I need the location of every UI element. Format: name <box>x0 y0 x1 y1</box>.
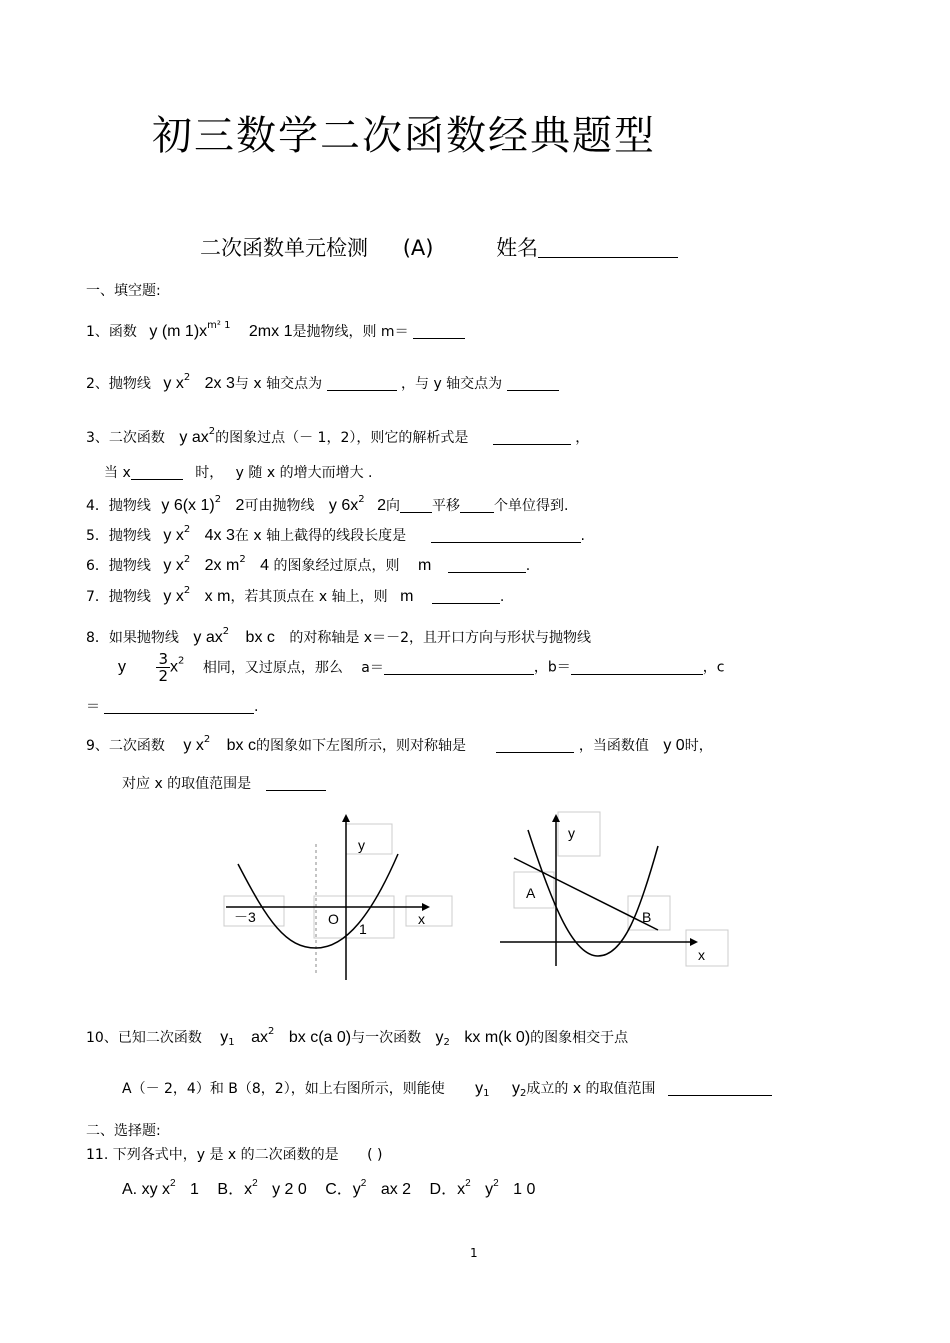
q4-blank-units[interactable] <box>460 498 494 513</box>
q3-line2-c: y 随 x 的增大而增大 . <box>235 465 373 481</box>
q2-text1: 与 x 轴交点为 <box>234 376 323 392</box>
q6-blank[interactable] <box>448 558 526 573</box>
question-11 <box>86 1144 382 1164</box>
q8-dot: . <box>254 699 259 715</box>
q9-text3: 时， <box>684 738 713 754</box>
q8-blank-a[interactable] <box>384 660 534 675</box>
q10-number: 10、已知二次函数 <box>86 1030 202 1046</box>
q8-number: 8．如果抛物线 <box>86 630 179 646</box>
q7-text1: ，若其顶点在 x 轴上，则 <box>230 589 388 605</box>
q10-y1b: y <box>475 1080 484 1097</box>
q11-a-sup: 2 <box>170 1178 176 1189</box>
q6-math: y x <box>163 557 184 574</box>
q2-text2: ，与 y 轴交点为 <box>401 376 503 392</box>
q8-frac-den: 2 <box>158 667 168 685</box>
q3-line2-a: 当 x <box>104 465 131 481</box>
graph-left-x-arrow <box>422 903 430 911</box>
q3-text1: 的图象过点（－ 1，2），则它的解析式是 <box>215 430 469 446</box>
q7-blank[interactable] <box>432 589 500 604</box>
question-6 <box>86 554 530 575</box>
q9-line2: 对应 x 的取值范围是 <box>122 776 252 792</box>
q6-math2: 2x m <box>204 557 240 574</box>
q11-option-c[interactable] <box>325 1178 412 1198</box>
q11-d-sup: 2 <box>465 1178 471 1189</box>
q7-dot: . <box>499 589 505 605</box>
q10-text1: 与一次函数 <box>351 1030 422 1046</box>
q8-eq: ＝ <box>86 699 100 715</box>
q4-number: 4．抛物线 <box>86 498 151 514</box>
q9-sup: 2 <box>203 734 211 745</box>
q11-option-d[interactable] <box>429 1178 536 1198</box>
q7-math: y x <box>163 588 184 605</box>
q6-math4: m <box>417 557 432 574</box>
q11-d-sup2: 2 <box>493 1178 499 1189</box>
graph-left-neg3-label: －3 <box>234 909 256 925</box>
graph-right-y-label: y <box>568 825 575 841</box>
q1-math: y (m 1)x <box>149 323 208 340</box>
q11-option-b[interactable] <box>217 1178 307 1198</box>
q8-frac-num: 3 <box>158 650 168 668</box>
q8-blank-c[interactable] <box>104 699 254 714</box>
q5-text1: 在 x 轴上截得的线段长度是 <box>234 528 407 544</box>
q2-number: 2、抛物线 <box>86 376 151 392</box>
q1-math2: 2mx 1 <box>248 323 293 340</box>
q11-c2-text: ax 2 <box>380 1181 412 1198</box>
q8-fraction <box>156 651 170 684</box>
q1-exponent: m² 1 <box>207 320 231 331</box>
q10-sub2: 2 <box>443 1037 450 1048</box>
q4-math: y 6(x 1) <box>161 497 215 514</box>
q7-math2: x m <box>204 588 231 605</box>
section-choice-heading: 二、选择题: <box>86 1123 161 1139</box>
q4-blank-direction[interactable] <box>400 498 432 513</box>
q10-sub1b: 1 <box>483 1088 490 1099</box>
q8-xsq: x <box>170 658 178 676</box>
q10-y1: y <box>220 1029 229 1046</box>
q4-math2: 2 <box>235 497 245 514</box>
q6-sup: 2 <box>183 554 191 565</box>
q10-sup: 2 <box>268 1026 275 1037</box>
graph-left-y-label: y <box>358 837 365 853</box>
q10-math: ax <box>251 1029 269 1046</box>
q4-text2: 向 <box>385 498 400 514</box>
q10-sub1: 1 <box>228 1037 235 1048</box>
q8-math: y ax <box>193 629 223 646</box>
subtitle <box>200 232 678 262</box>
q6-number: 6．抛物线 <box>86 558 151 574</box>
question-9 <box>86 734 713 755</box>
q6-math3: 4 <box>260 557 270 574</box>
q11-d2-text: y <box>485 1181 494 1198</box>
q4-text4: 个单位得到. <box>493 498 569 514</box>
section-fill-in-heading: 一、填空题: <box>86 283 161 299</box>
q4-sup: 2 <box>214 494 222 505</box>
q9-blank-range[interactable] <box>266 776 326 791</box>
q9-math: y x <box>183 737 204 754</box>
q7-math3: m <box>400 588 414 605</box>
q10-y2: y <box>435 1029 444 1046</box>
q8-b-label: ，b＝ <box>533 659 571 676</box>
question-9-line2 <box>122 773 326 793</box>
q11-stem: 11. 下列各式中，y 是 x 的二次函数的是 <box>86 1147 339 1163</box>
graph-right-parabola <box>528 830 658 956</box>
question-4 <box>86 494 568 515</box>
q1-blank[interactable] <box>413 324 465 339</box>
q8-sup: 2 <box>222 626 230 637</box>
q3-line2-b: 时， <box>195 465 224 481</box>
q11-b2-text: y 2 0 <box>272 1181 307 1198</box>
q9-math3: y 0 <box>663 737 685 754</box>
graph-right-a-label: A <box>526 885 536 901</box>
q9-blank-axis[interactable] <box>496 738 574 753</box>
q3-sup: 2 <box>208 426 216 437</box>
q7-number: 7．抛物线 <box>86 589 151 605</box>
q10-text2: 的图象相交于点 <box>530 1030 629 1046</box>
question-3 <box>86 426 589 447</box>
q6-sup2: 2 <box>239 554 246 565</box>
graph-left-parabola <box>238 854 398 948</box>
q8-text2: 相同，又过原点，那么 <box>202 659 343 676</box>
q11-a-text: A. xy x <box>122 1181 171 1198</box>
page-title: 初三数学二次函数经典题型 <box>152 113 656 159</box>
q4-text3: 平移 <box>431 498 460 514</box>
q8-sup3: 2 <box>178 655 185 667</box>
q11-answer-paren[interactable]: ( ) <box>367 1147 383 1163</box>
q11-c-sup: 2 <box>360 1178 367 1189</box>
q9-math2: bx c <box>226 737 256 754</box>
q3-blank-1[interactable] <box>493 430 571 445</box>
graph-left-one-label: 1 <box>359 921 367 937</box>
q5-math2: 4x 3 <box>204 527 235 544</box>
question-8-line3 <box>86 696 258 716</box>
q8-math2: bx c <box>245 629 275 646</box>
graph-left <box>222 810 458 982</box>
q2-math: y x <box>163 375 184 392</box>
subtitle-variant: (A) <box>402 236 434 260</box>
graph-right-line <box>514 858 658 930</box>
graph-right <box>494 810 734 970</box>
question-3-line2 <box>104 462 372 482</box>
q10-line2: A（－ 2，4）和 B（8，2），如上右图所示，则能使 <box>122 1081 445 1097</box>
q3-number: 3、二次函数 <box>86 430 165 446</box>
q5-dot: . <box>580 528 585 544</box>
graph-left-y-arrow <box>342 814 350 822</box>
q10-math3: kx m(k 0) <box>464 1029 531 1046</box>
q11-c-text: C．y <box>325 1181 361 1198</box>
q4-sup2: 2 <box>358 494 365 505</box>
question-10 <box>86 1026 628 1048</box>
q10-sub2b: 2 <box>520 1088 527 1099</box>
subtitle-text: 二次函数单元检测 <box>200 236 368 260</box>
page-number: 1 <box>470 1246 478 1260</box>
name-label: 姓名 <box>496 236 539 260</box>
q5-number: 5．抛物线 <box>86 528 151 544</box>
question-8 <box>86 626 591 647</box>
question-7 <box>86 585 504 606</box>
q4-math3: y 6x <box>328 497 359 514</box>
q11-b-text: B．x <box>217 1181 253 1198</box>
q2-blank-x[interactable] <box>327 376 397 391</box>
graph-right-x-label: x <box>698 947 705 963</box>
q4-text1: 可由抛物线 <box>244 498 315 514</box>
graph-left-origin-label: O <box>328 911 339 927</box>
question-8-line2 <box>118 651 724 684</box>
q8-text1: 的对称轴是 x＝－2，且开口方向与形状与抛物线 <box>289 630 591 646</box>
q9-number: 9、二次函数 <box>86 738 165 754</box>
q9-text1: 的图象如下左图所示，则对称轴是 <box>256 738 466 754</box>
graph-left-x-label: x <box>418 911 425 927</box>
q10-blank[interactable] <box>668 1081 772 1096</box>
q11-b-sup: 2 <box>252 1178 258 1189</box>
question-10-line2 <box>122 1078 772 1099</box>
q2-sup: 2 <box>183 372 191 383</box>
q1-text: 是抛物线，则 m＝ <box>292 324 409 340</box>
graph-right-x-arrow <box>690 938 698 946</box>
q3-comma: ， <box>575 430 590 446</box>
q11-d3-text: 1 0 <box>513 1181 536 1198</box>
q5-blank[interactable] <box>431 528 581 543</box>
graph-right-y-arrow <box>552 814 560 822</box>
q5-sup: 2 <box>183 524 191 535</box>
q10-math2: bx c(a 0) <box>288 1029 352 1046</box>
q7-sup: 2 <box>183 585 191 596</box>
q5-math: y x <box>163 527 184 544</box>
q3-blank-2[interactable] <box>131 465 183 480</box>
question-11-options <box>122 1176 535 1199</box>
question-1 <box>86 320 465 341</box>
q6-text1: 的图象经过原点，则 <box>273 558 400 574</box>
q8-c-label: ，c <box>702 659 725 676</box>
q11-d-text: D．x <box>429 1181 466 1198</box>
q4-math4: 2 <box>377 497 386 514</box>
q11-a2-text: 1 <box>190 1181 199 1198</box>
q6-dot: . <box>525 558 531 574</box>
q2-blank-y[interactable] <box>507 376 559 391</box>
question-5 <box>86 524 585 545</box>
name-blank[interactable] <box>538 237 678 258</box>
question-2 <box>86 372 559 393</box>
q2-math2: 2x 3 <box>204 375 235 392</box>
q11-option-a[interactable] <box>122 1178 199 1198</box>
q8-a-label: a＝ <box>361 659 384 676</box>
q1-number: 1、函数 <box>86 324 137 340</box>
q3-math: y ax <box>179 429 209 446</box>
q8-blank-b[interactable] <box>571 660 703 675</box>
q8-y: y <box>118 658 126 676</box>
q9-text2: ，当函数值 <box>578 738 649 754</box>
q10-y2b: y <box>512 1080 520 1097</box>
q10-text3: 成立的 x 的取值范围 <box>526 1081 656 1097</box>
graph-right-b-label: B <box>642 909 652 925</box>
